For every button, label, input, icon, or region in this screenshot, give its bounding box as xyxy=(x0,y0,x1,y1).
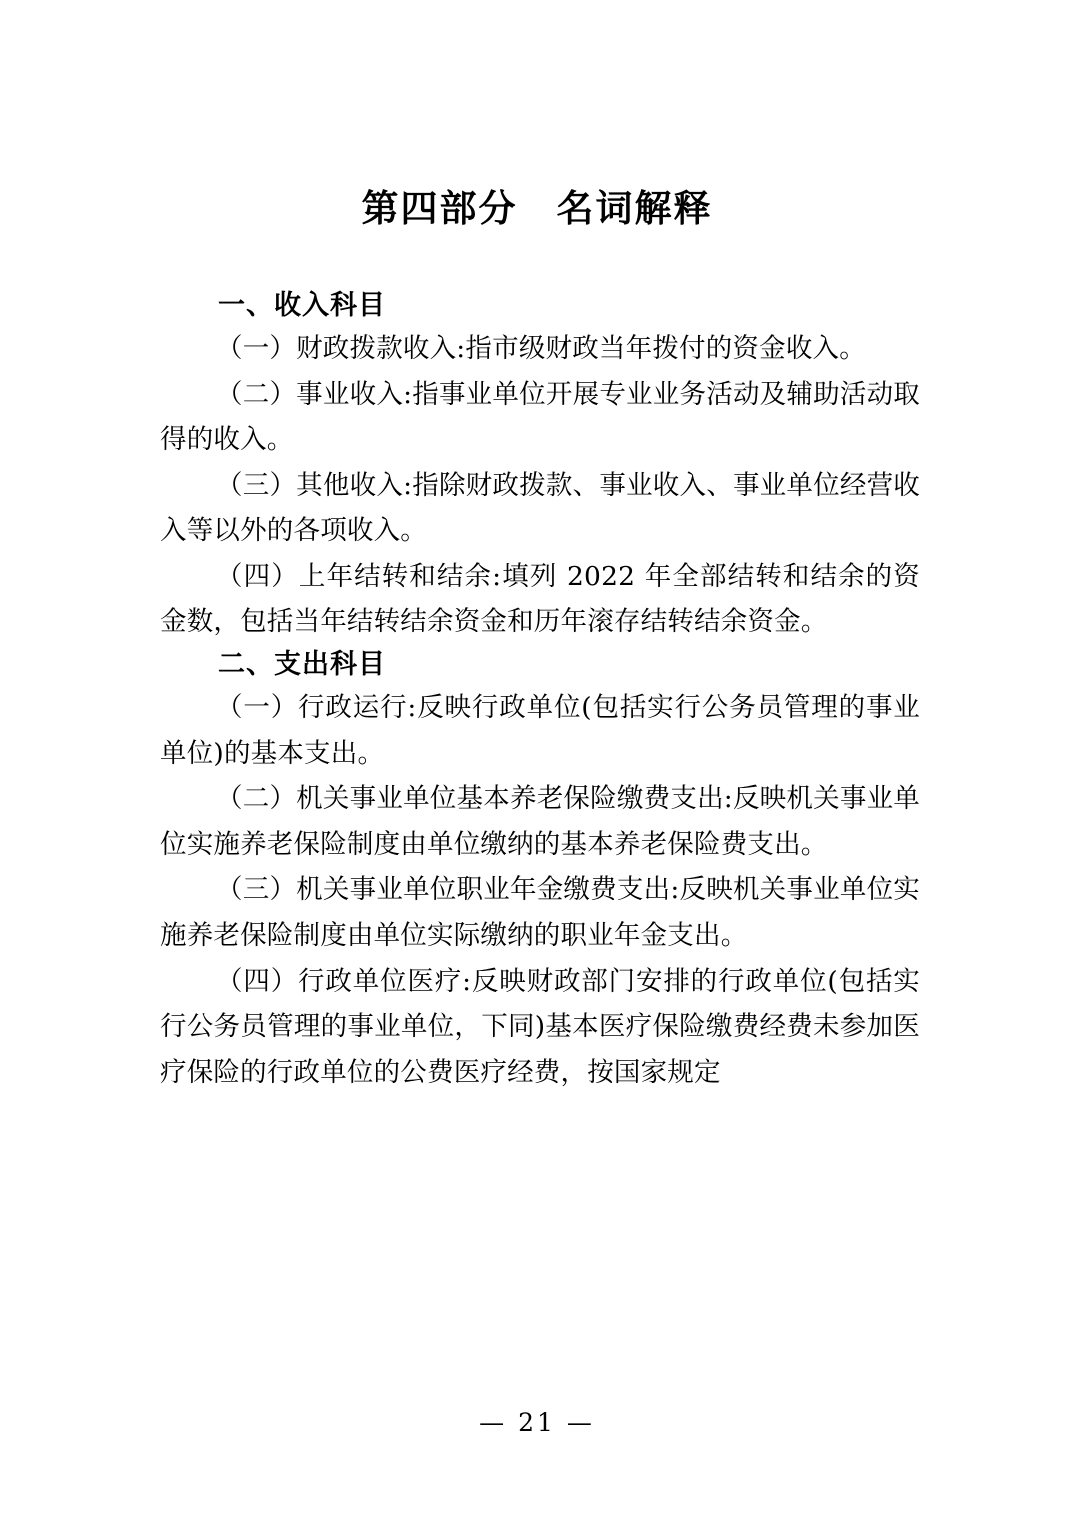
paragraph-income-3: （三）其他收入:指除财政拨款、事业收入、事业单位经营收入等以外的各项收入。 xyxy=(160,469,920,547)
document-body xyxy=(160,292,920,1095)
page-number: — 21 — xyxy=(479,1408,595,1437)
paragraph-expenditure-4: （四）行政单位医疗:反映财政部门安排的行政单位(包括实行公务员管理的事业单位，下同)基本医疗保险缴费经费未参加医疗保险的行政单位的公费医疗经费，按国家规定 xyxy=(160,965,920,1088)
section-heading-expenditure: 二、支出科目 xyxy=(218,649,386,681)
paragraph-expenditure-2: （二）机关事业单位基本养老保险缴费支出:反映机关事业单位实施养老保险制度由单位缴纳的基本养老保险费支出。 xyxy=(160,783,920,860)
paragraph-income-4: （四）上年结转和结余:填列 2022 年全部结转和结余的资金数，包括当年结转结余资金和历年滚存结转结余资金。 xyxy=(160,560,920,638)
page-title: 第四部分 名词解释 xyxy=(361,186,713,230)
paragraph-income-1: （一）财政拨款收入:指市级财政当年拨付的资金收入。 xyxy=(216,333,866,364)
section-heading-income: 一、收入科目 xyxy=(218,290,386,321)
paragraph-expenditure-1: （一）行政运行:反映行政单位(包括实行公务员管理的事业单位)的基本支出。 xyxy=(160,692,920,769)
paragraph-expenditure-3: （三）机关事业单位职业年金缴费支出:反映机关事业单位实施养老保险制度由单位实际缴纳的职业年金支出。 xyxy=(160,874,920,951)
paragraph-income-2: （二）事业收入:指事业单位开展专业业务活动及辅助活动取得的收入。 xyxy=(160,378,920,456)
